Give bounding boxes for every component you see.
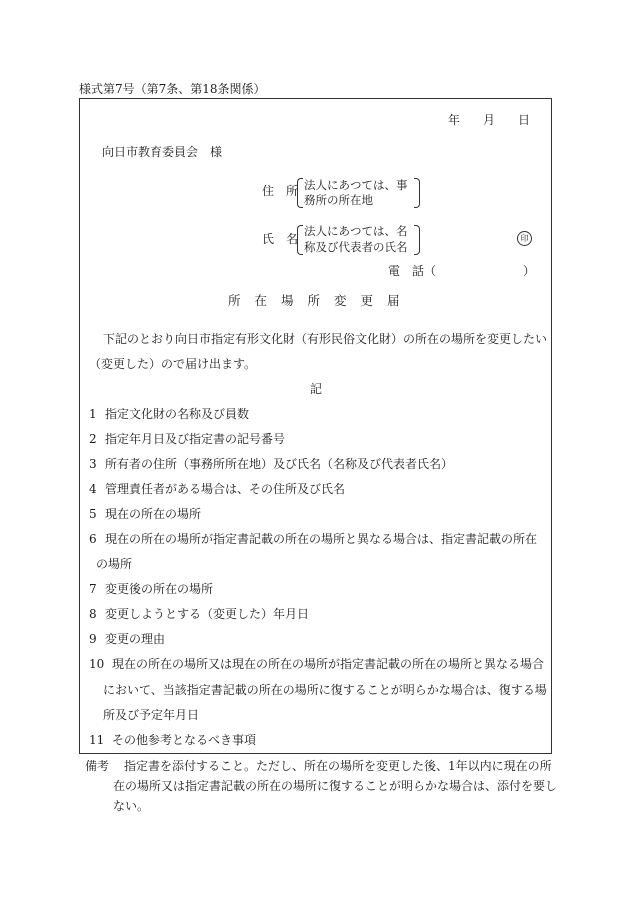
remarks-line-1: 指定書を添付すること。ただし、所在の場所を変更した後、1年以内に現在の所 — [124, 759, 552, 773]
item-text: 現在の所在の場所又は現在の所在の場所が指定書記載の所在の場所と異なる場合 — [112, 657, 545, 671]
item-text: 指定年月日及び指定書の記号番号 — [105, 432, 286, 446]
name-note-line1: 法人にあつては、名 — [304, 224, 408, 238]
item-number: 11 — [89, 733, 105, 747]
item-number: 1 — [89, 407, 97, 421]
ki-heading: 記 — [310, 382, 323, 396]
name-note-line2: 称及び代表者の氏名 — [304, 240, 408, 254]
date-month: 月 — [483, 113, 496, 127]
address-note-line1: 法人にあつては、事 — [304, 178, 408, 192]
item-number: 6 — [89, 532, 97, 546]
item-number: 10 — [89, 657, 105, 671]
address-bracket-left — [297, 178, 303, 208]
item-text: 管理責任者がある場合は、その住所及び氏名 — [105, 482, 346, 496]
item-text-continuation: の場所 — [96, 557, 133, 571]
item-text: 所有者の住所（事務所所在地）及び氏名（名称及び代表者氏名） — [105, 457, 454, 471]
form-number-label: 様式第7号（第7条、第18条関係） — [79, 82, 266, 96]
item-number: 5 — [89, 507, 97, 521]
seal-mark: 印 — [517, 231, 532, 246]
item-number: 8 — [89, 607, 97, 621]
remarks-line-3: ない。 — [113, 799, 150, 813]
body-line-2: （変更した）ので届け出ます。 — [89, 357, 257, 371]
document-title: 所在場所変更届 — [228, 293, 414, 308]
name-label: 氏 名 — [262, 232, 299, 246]
address-note-line2: 務所の所在地 — [304, 193, 373, 207]
phone-label: 電 話（ — [388, 264, 437, 278]
date-day: 日 — [518, 113, 531, 127]
item-number: 4 — [89, 482, 97, 496]
item-text-continuation: 所及び予定年月日 — [103, 708, 200, 722]
body-line-1: 下記のとおり向日市指定有形文化財（有形民俗文化財）の所在の場所を変更したい — [103, 332, 548, 346]
address-bracket-right — [414, 178, 420, 208]
date-year: 年 — [448, 113, 461, 127]
item-text: 指定文化財の名称及び員数 — [105, 407, 250, 421]
remarks-line-2: 在の場所又は指定書記載の所在の場所に復することが明らかな場合は、添付を要し — [113, 779, 558, 793]
item-number: 2 — [89, 432, 97, 446]
phone-close: ） — [523, 264, 536, 278]
item-number: 9 — [89, 632, 97, 646]
item-text: 現在の所在の場所 — [105, 507, 202, 521]
item-text-continuation: において、当該指定書記載の所在の場所に復することが明らかな場合は、復する場 — [103, 683, 547, 697]
item-text: その他参考となるべき事項 — [112, 733, 257, 747]
name-bracket-right — [414, 225, 420, 255]
item-text: 変更しようとする（変更した）年月日 — [105, 607, 310, 621]
item-number: 7 — [89, 582, 97, 596]
item-text: 変更後の所在の場所 — [105, 582, 214, 596]
item-text: 現在の所在の場所が指定書記載の所在の場所と異なる場合は、指定書記載の所在 — [105, 532, 538, 546]
remarks-label: 備考 — [85, 759, 110, 773]
addressee: 向日市教育委員会 様 — [102, 145, 223, 159]
name-bracket-left — [297, 225, 303, 255]
address-label: 住 所 — [262, 184, 299, 198]
item-text: 変更の理由 — [105, 632, 166, 646]
item-number: 3 — [89, 457, 97, 471]
